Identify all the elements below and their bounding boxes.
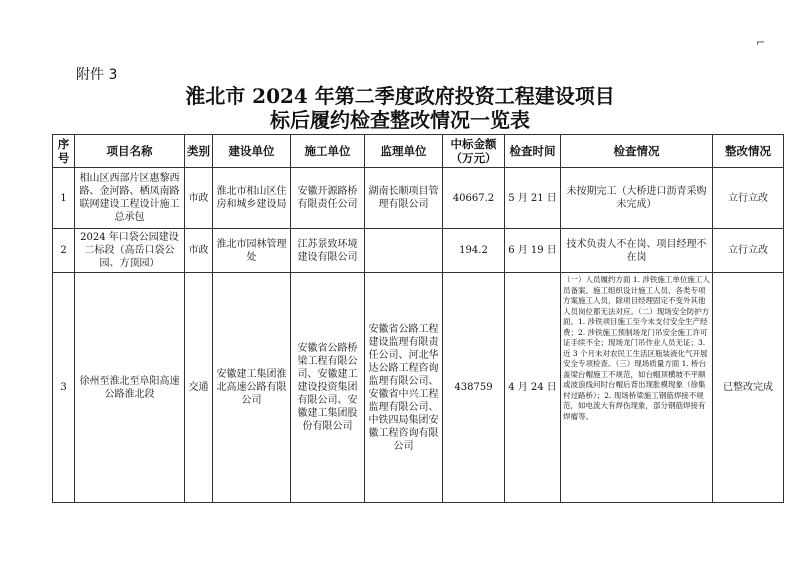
owner-unit: 安徽建工集团淮北高速公路有限公司 — [213, 273, 291, 503]
inspection-table — [52, 134, 784, 503]
row-number: 1 — [53, 168, 75, 229]
header-cell: 监理单位 — [365, 135, 443, 168]
findings: 未按期完工（大桥进口沥青采购未完成） — [561, 168, 713, 229]
contractor-unit: 江苏景致环境建设有限公司 — [291, 229, 365, 273]
inspection-date: 4 月 24 日 — [505, 273, 561, 503]
project-name: 徐州至淮北至阜阳高速公路淮北段 — [75, 273, 185, 503]
corner-mark-icon: ⌐ — [756, 36, 766, 49]
document-title-line1: 淮北市 2024 年第二季度政府投资工程建设项目 — [185, 84, 615, 108]
category: 市政 — [185, 229, 213, 273]
header-cell: 施工单位 — [291, 135, 365, 168]
owner-unit: 淮北市园林管理处 — [213, 229, 291, 273]
findings: 技术负责人不在岗、项目经理不在岗 — [561, 229, 713, 273]
row-number: 3 — [53, 273, 75, 503]
project-name: 2024 年口袋公园建设二标段（高岳口袋公园、方顶园） — [75, 229, 185, 273]
rectification-status: 已整改完成 — [713, 273, 784, 503]
header-cell: 检查情况 — [561, 135, 713, 168]
supervisor-unit: 湖南长顺项目管理有限公司 — [365, 168, 443, 229]
bid-amount: 40667.2 — [443, 168, 505, 229]
attachment-label: 附件 3 — [76, 67, 118, 83]
findings: （一）人员履约方面 1. 涉铁施工单位施工人员备案、施工组织设计施工人员、各类专项方案施工人员，除项目经理固定不变外其他人员岗位都无法对应。（二）现场安全防护方面。1. 涉铁项目施工至今未支付安全生产经费；2. 涉铁施工预制场龙门吊安全施工许可证手续不全；现场龙门吊作业人员无证；3. 近 3 个月未对农民工生活区瓶装液化气开展安全专项检查。（三）现场质量方面 1. 桥台盖梁台帽施工不规范，如台帽顶横坡不平顺或波浪线问时台帽后背出现胀模现象（徐集村过路桥）；2. 现场桥梁施工钢筋焊接不规范，如电流大有焊伤现象，部分钢筋焊接有焊瘤等。 — [561, 273, 713, 503]
header-cell: 中标金额（万元） — [443, 135, 505, 168]
table-row — [53, 273, 784, 503]
header-cell: 项目名称 — [75, 135, 185, 168]
project-name: 相山区西部片区惠黎西路、金河路、栖凤南路联网建设工程设计施工总承包 — [75, 168, 185, 229]
category: 交通 — [185, 273, 213, 503]
rectification-status: 立行立改 — [713, 229, 784, 273]
inspection-date: 6 月 19 日 — [505, 229, 561, 273]
header-cell: 检查时间 — [505, 135, 561, 168]
supervisor-unit: 安徽省公路工程建设监理有限责任公司、河北华达公路工程咨询监理有限公司、安徽省中兴工程监理有限公司、中铁四局集团安徽工程咨询有限公司 — [365, 273, 443, 503]
table-row — [53, 168, 784, 229]
contractor-unit: 安徽开源路桥有限责任公司 — [291, 168, 365, 229]
header-cell: 建设单位 — [213, 135, 291, 168]
table-row — [53, 229, 784, 273]
header-cell: 序号 — [53, 135, 75, 168]
supervisor-unit — [365, 229, 443, 273]
rectification-status: 立行立改 — [713, 168, 784, 229]
bid-amount: 194.2 — [443, 229, 505, 273]
category: 市政 — [185, 168, 213, 229]
header-cell: 整改情况 — [713, 135, 784, 168]
header-cell: 类别 — [185, 135, 213, 168]
owner-unit: 淮北市相山区住房和城乡建设局 — [213, 168, 291, 229]
document-title-line2: 标后履约检查整改情况一览表 — [270, 108, 530, 132]
table-header-row — [53, 135, 784, 168]
bid-amount: 438759 — [443, 273, 505, 503]
contractor-unit: 安徽省公路桥梁工程有限公司、安徽建工建设投资集团有限公司、安徽建工集团股份有限公司 — [291, 273, 365, 503]
inspection-date: 5 月 21 日 — [505, 168, 561, 229]
row-number: 2 — [53, 229, 75, 273]
